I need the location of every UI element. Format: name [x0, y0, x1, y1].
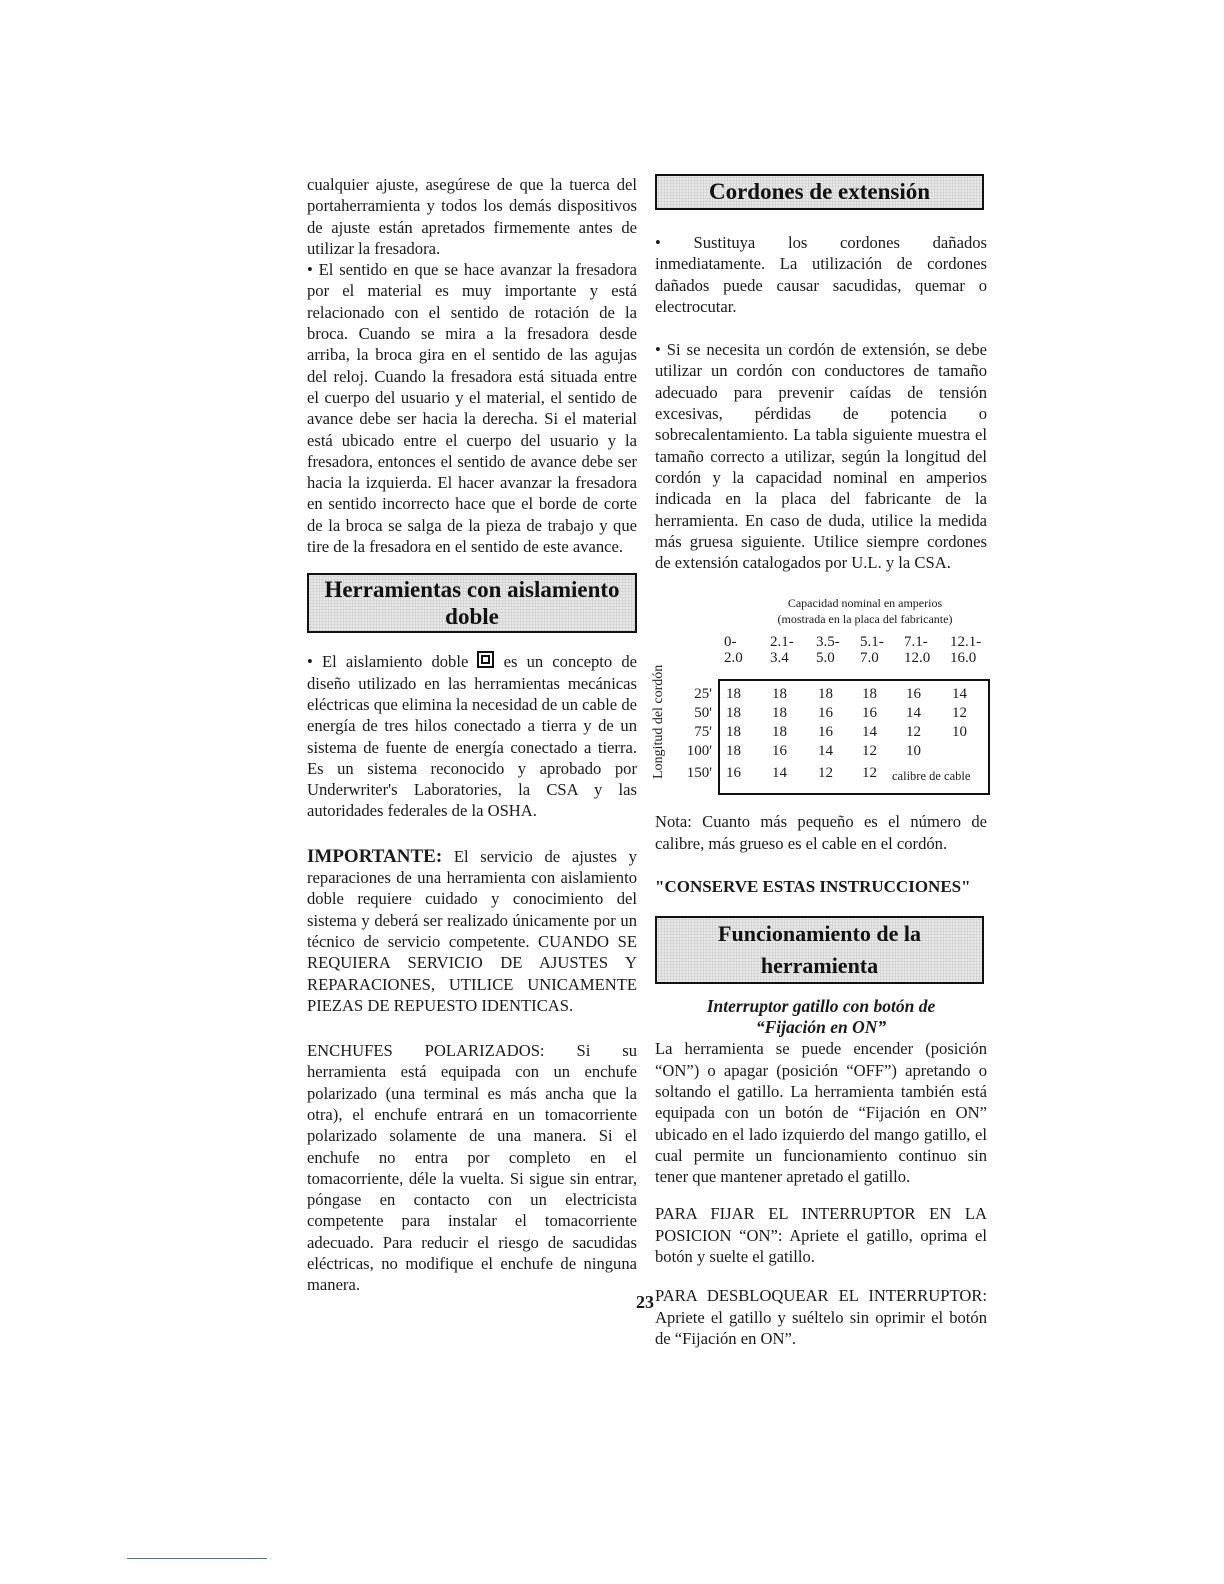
important-paragraph: IMPORTANTE: El servicio de ajustes y reparaciones de una herramienta con aislamiento doble requiere cuidado y conocimiento del sistema y deberá ser realizado únicamente por un técnico de servicio competente. CUANDO SE REQUIERA SERVICIO DE AJUSTES Y REPARACIONES, UTILICE UNICAMENTE PIEZAS DE REPUESTO IDENTICAS. [307, 845, 637, 1015]
divider-line [127, 1558, 267, 1559]
amp-range-min: 3.5- [816, 634, 840, 651]
gauge-cell: 12 [862, 765, 877, 782]
amp-range-min: 12.1- [950, 634, 982, 651]
gauge-cell: 14 [906, 705, 921, 722]
double-insulation-icon [477, 651, 494, 668]
intro-paragraph: cualquier ajuste, asegúrese de que la tuerca del portaherramienta y todos los demás dispositivos de ajuste están apretados firmemente antes de utilizar la fresadora. [307, 175, 637, 258]
gauge-cell: 14 [772, 765, 787, 782]
operation-paragraph-3: PARA DESBLOQUEAR EL INTERRUPTOR: Apriete el gatillo y suéltelo sin oprimir el botón de “Fijación en ON”. [655, 1286, 987, 1348]
gauge-cell: 12 [952, 705, 967, 722]
note-paragraph: Nota: Cuanto más pequeño es el número de calibre, más grueso es el cable en el cordón. [655, 812, 987, 853]
gauge-cell: 12 [862, 743, 877, 760]
gauge-cell: 12 [818, 765, 833, 782]
gauge-cell: 18 [726, 705, 741, 722]
page-number: 23 [636, 1292, 654, 1312]
gauge-cell: 18 [772, 724, 787, 741]
right-column [651, 174, 987, 1349]
gauge-cell: 18 [772, 705, 787, 722]
gauge-cell: 16 [818, 705, 833, 722]
conserve-instructions: "CONSERVE ESTAS INSTRUCCIONES" [655, 877, 971, 897]
gauge-cell: 18 [862, 686, 877, 703]
amp-range-max: 3.4 [770, 650, 789, 667]
amp-range-min: 5.1- [860, 634, 884, 651]
amp-range-max: 12.0 [904, 650, 931, 667]
gauge-cell: 16 [772, 743, 787, 760]
trigger-subheading: Interruptor gatillo con botón de “Fijación en ON” [706, 996, 936, 1038]
amp-range-max: 7.0 [860, 650, 879, 667]
left-column [307, 174, 637, 1296]
amp-range-min: 7.1- [904, 634, 928, 651]
operation-paragraph-2: PARA FIJAR EL INTERRUPTOR EN LA POSICION “ON”: Apriete el gatillo, oprima el botón y suelte el gatillo. [655, 1204, 987, 1267]
gauge-table-area [651, 595, 987, 795]
gauge-label: calibre de cable [892, 769, 971, 784]
amp-range-max: 5.0 [816, 650, 835, 667]
gauge-cell: 14 [818, 743, 833, 760]
feed-direction-paragraph: • El sentido en que se hace avanzar la fresadora por el material es muy importante y está relacionado con el sentido de rotación de la broca. Cuando se mira a la fresadora desde arriba, la broca gira en el sentido de las agujas del reloj. Cuando la fresadora está situada entre el cuerpo del usuario y el material, el sentido de avance debe ser hacia la derecha. Si el material está ubicado entre el cuerpo del usuario y la fresadora, entonces el sentido de avance debe ser hacia la izquierda. El hacer avanzar la fresadora en sentido incorrecto hace que el borde de corte de la broca se salga de la pieza de trabajo y que tire de la fresadora en el sentido de este avance. [307, 260, 637, 557]
operation-paragraph-1: La herramienta se puede encender (posición “ON”) o apagar (posición “OFF”) apretando o soltando el gatillo. La herramienta también está equipada con un botón de “Fijación en ON” ubicado en el lado izquierdo del mango gatillo, el cual permite un funcionamiento continuo sin tener que mantener apretado el gatillo. [655, 1039, 987, 1187]
gauge-cell: 10 [952, 724, 967, 741]
gauge-cell: 16 [726, 765, 741, 782]
double-insulation-paragraph: • El aislamiento doble es un concepto de diseño utilizado en las herramientas mecánicas eléctricas que elimina la necesidad de un cable de energía de tres hilos conectado a tierra y de un sistema de fuente de energía conectado a tierra. Es un sistema reconocido y aprobado por Underwriter's Laboratories, la CSA y las autoridades federales de la OSHA. [307, 652, 637, 821]
gauge-cell: 10 [906, 743, 921, 760]
amp-range-min: 0- [724, 634, 737, 651]
cord-length-label: Longitud del cordón [651, 665, 666, 780]
gauge-cell: 14 [952, 686, 967, 703]
gauge-table [718, 679, 990, 795]
gauge-cell: 14 [862, 724, 877, 741]
gauge-cell: 18 [726, 724, 741, 741]
cord-length: 75' [694, 724, 712, 741]
gauge-cell: 12 [906, 724, 921, 741]
cord-length: 100' [686, 743, 712, 760]
amp-range-max: 2.0 [724, 650, 743, 667]
polarized-plugs-paragraph: ENCHUFES POLARIZADOS: Si su herramienta está equipada con un enchufe polarizado (una terminal es más ancha que la otra), el enchufe entrará en un tomacorriente polarizado solamente de una manera. Si el enchufe no entra por completo en el tomacorriente, déle la vuelta. Si sigue sin entrar, póngase en contacto con un electricista competente para instalar el tomacorriente adecuado. Para reducir el riesgo de sacudidas eléctricas, no modifique el enchufe de ninguna manera. [307, 1041, 637, 1295]
gauge-cell: 18 [818, 686, 833, 703]
amp-range-max: 16.0 [950, 650, 977, 667]
table-caption-2: (mostrada en la placa del fabricante) [777, 612, 953, 627]
gauge-cell: 16 [906, 686, 921, 703]
cord-length: 25' [694, 686, 712, 703]
gauge-cell: 16 [818, 724, 833, 741]
cords-paragraph-1: • Sustituya los cordones dañados inmediatamente. La utilización de cordones dañados puede causar sacudidas, quemar o electrocutar. [655, 233, 987, 316]
gauge-cell: 18 [726, 686, 741, 703]
heading-extension-cords: Cordones de extensión [655, 174, 984, 210]
gauge-cell: 18 [772, 686, 787, 703]
cords-paragraph-2: • Si se necesita un cordón de extensión, se debe utilizar un cordón con conductores de tamaño adecuado para prevenir caídas de tensión excesivas, pérdidas de potencia o sobrecalentamiento. La tabla siguiente muestra el tamaño correcto a utilizar, según la longitud del cordón y la capacidad nominal en amperios indicada en la placa del fabricante de la herramienta. En caso de duda, utilice la medida más gruesa siguiente. Utilice siempre cordones de extensión catalogados por U.L. y la CSA. [655, 340, 987, 573]
cord-length: 150' [686, 765, 712, 782]
amp-range-min: 2.1- [770, 634, 794, 651]
cord-length: 50' [694, 705, 712, 722]
gauge-cell: 18 [726, 743, 741, 760]
table-caption-1: Capacidad nominal en amperios [787, 596, 943, 611]
heading-double-insulation: Herramientas con aislamiento doble [307, 573, 637, 633]
heading-tool-operation: Funcionamiento de la herramienta [655, 916, 984, 984]
gauge-cell: 16 [862, 705, 877, 722]
